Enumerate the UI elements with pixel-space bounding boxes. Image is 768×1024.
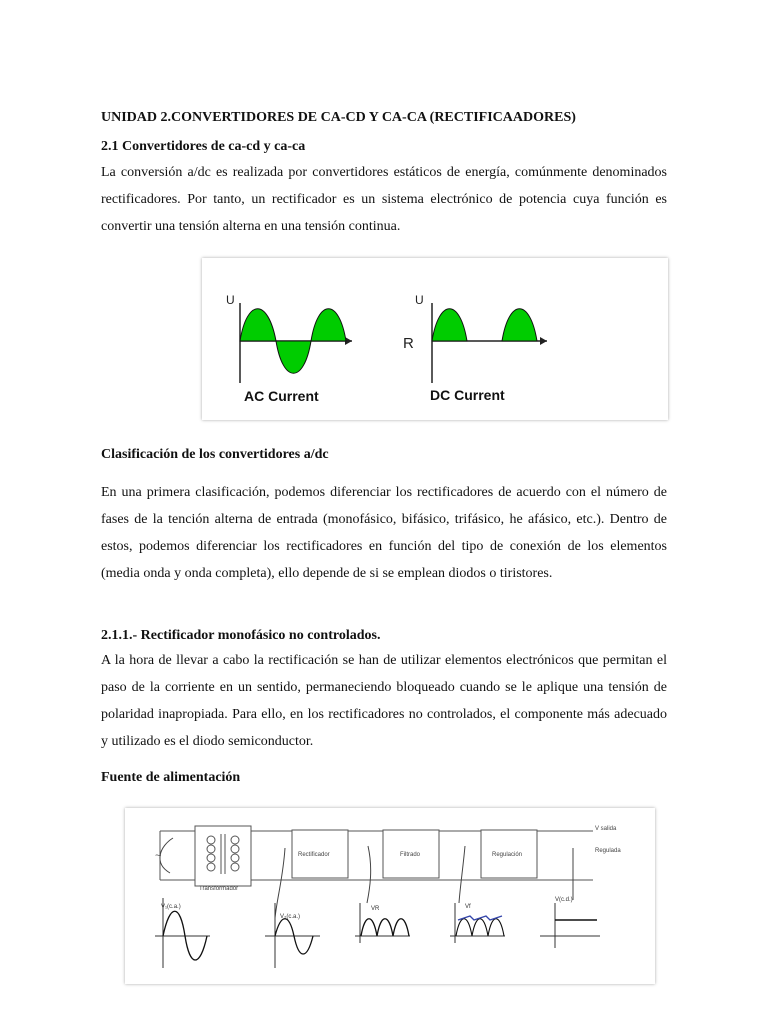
dc-positive-half-1	[432, 309, 467, 341]
ac-source-symbol: ~	[155, 850, 162, 862]
regulated-label: Regulada	[595, 848, 621, 854]
waveform-v1	[155, 898, 210, 968]
dc-r-label: R	[403, 335, 414, 352]
waveform-vf	[450, 903, 505, 943]
waveform-vr	[355, 903, 410, 943]
section-2-1-paragraph: La conversión a/dc es realizada por convertidores estáticos de energía, comúnmente denominados rectificadores. Por tanto, un rectificador es un sistema electrónico de potencia cuya función es convertir una tensión alterna en una tensión continua.	[101, 165, 667, 234]
svg-text:V₂(c.a.): V₂(c.a.)	[280, 914, 300, 920]
section-2-1-1-paragraph: A la hora de llevar a cabo la rectificación se han de utilizar elementos electrónicos que permitan el paso de la corriente en un sentido, permaneciendo bloqueado cuando se le aplique una tensión de polaridad inapropiada. Para ello, en los rectificadores no controlados, el componente más adecuado y utilizado es el diodo semiconductor.	[101, 653, 667, 749]
dc-positive-half-2	[502, 309, 537, 341]
dc-u-label: U	[415, 293, 424, 307]
clasificacion-paragraph: En una primera clasificación, podemos diferenciar los rectificadores de acuerdo con el número de fases de la tención alterna de entrada (monofásico, bifásico, trifásico, he afásico, etc.). Dentro de estos, podemos diferenciar los rectificadores en función del tipo de conexión de los elementos (media onda y onda completa), ello depende de si se emplean diodos o tiristores.	[101, 485, 667, 581]
ac-positive-half-1	[240, 309, 276, 341]
ac-dc-current-figure	[202, 258, 668, 420]
waveform-vdc	[540, 897, 600, 948]
output-label: V salida	[595, 826, 617, 832]
waveform-v2	[265, 903, 320, 968]
ac-u-label: U	[226, 293, 235, 307]
dc-x-arrow	[540, 337, 547, 345]
svg-text:Vf: Vf	[465, 904, 471, 910]
rectifier-label: Rectificador	[298, 852, 330, 858]
svg-text:VR: VR	[371, 906, 380, 912]
section-2-1-heading: 2.1 Convertidores de ca-cd y ca-ca	[101, 139, 306, 154]
fuente-heading: Fuente de alimentación	[101, 770, 241, 785]
section-2-1-1-heading: 2.1.1.- Rectificador monofásico no controlados.	[101, 628, 381, 643]
regulation-label: Regulación	[492, 852, 523, 858]
filter-label: Filtrado	[400, 852, 421, 858]
power-supply-diagram	[125, 808, 655, 984]
transformer-label: Transformador	[199, 886, 239, 892]
clasificacion-heading: Clasificación de los convertidores a/dc	[101, 447, 329, 462]
svg-text:V₁(c.a.): V₁(c.a.)	[161, 904, 181, 910]
ac-current-label: AC Current	[244, 388, 319, 404]
power-supply-svg	[125, 808, 655, 984]
document-title: UNIDAD 2.CONVERTIDORES DE CA-CD Y CA-CA (RECTIFICAADORES)	[101, 110, 576, 125]
svg-text:V(c.d.): V(c.d.)	[555, 897, 573, 903]
ac-negative-half	[276, 341, 311, 373]
ac-dc-current-svg	[202, 258, 668, 420]
dc-current-label: DC Current	[430, 387, 505, 403]
transformer-block	[195, 826, 251, 886]
ac-positive-half-2	[311, 309, 346, 341]
